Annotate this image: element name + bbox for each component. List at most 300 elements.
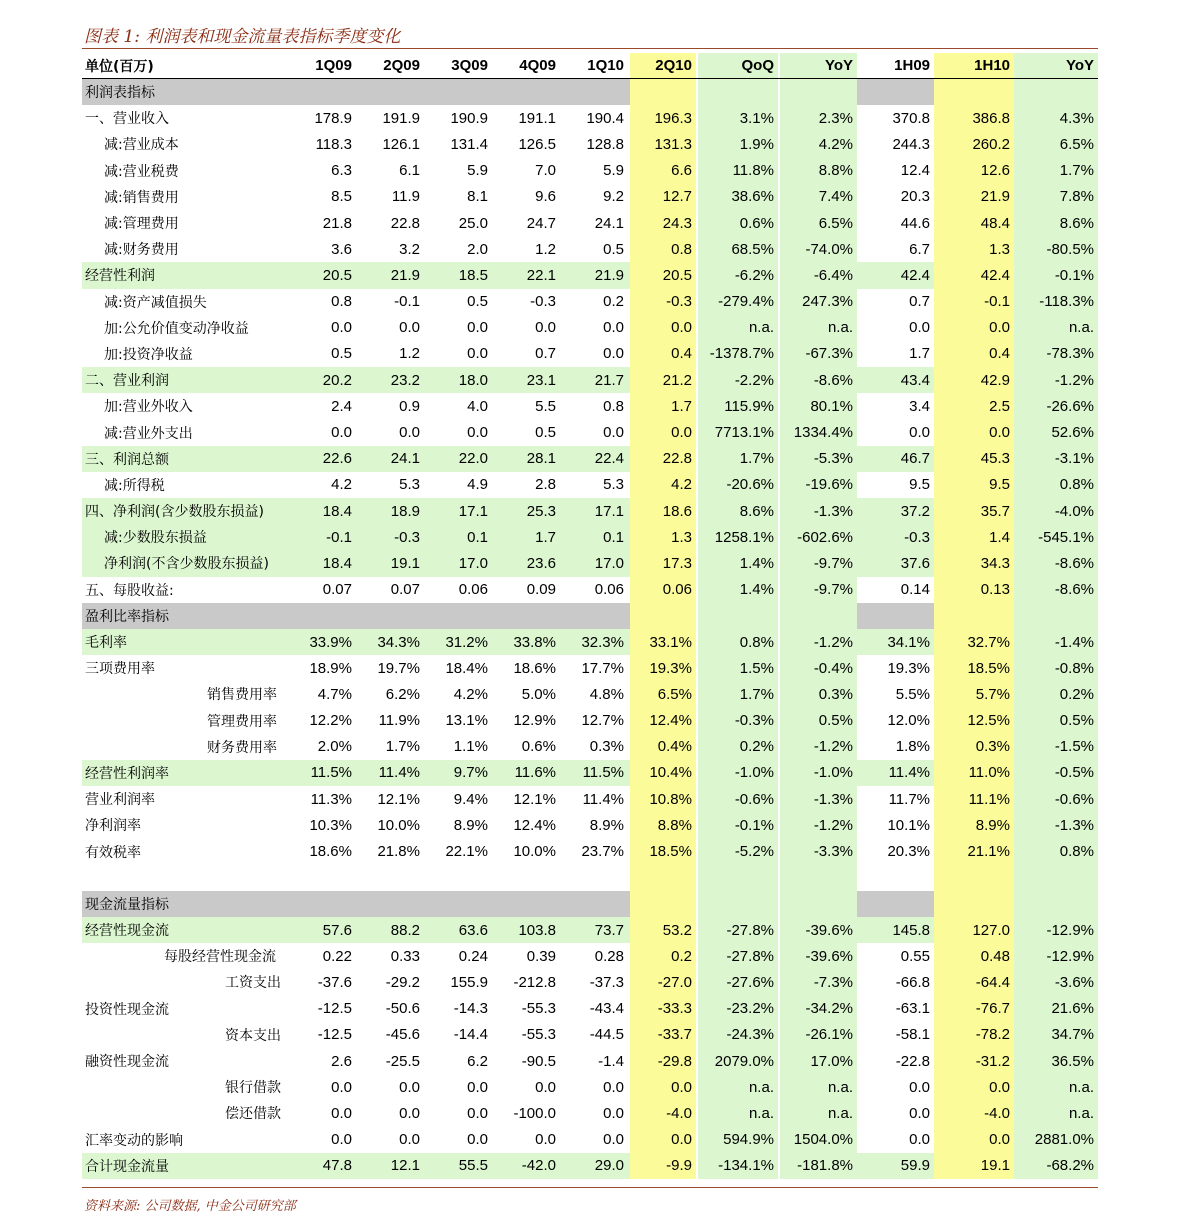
- cell-4q09: [494, 79, 560, 105]
- row-label: 加:投资净收益: [104, 346, 193, 363]
- cell-2q10: 12.7: [630, 184, 696, 210]
- table-row: [82, 917, 1098, 943]
- cell-4q09: 2.8: [535, 476, 556, 494]
- cell-4q09: 12.4%: [513, 816, 556, 834]
- cell-1q10: -43.4: [589, 1000, 624, 1018]
- cell-1h09: 34.1%: [857, 629, 934, 655]
- cell-2q10: 8.8%: [630, 812, 696, 838]
- cell-qoq: -24.3%: [698, 1022, 778, 1048]
- cell-2q10: [630, 79, 696, 105]
- cell-1q10: [562, 79, 628, 105]
- cell-3q09: 5.9: [467, 162, 488, 180]
- cell-1h10: 5.7%: [934, 681, 1014, 707]
- cell-1q10: -1.4: [598, 1052, 624, 1070]
- cell-2q10: 6.6: [630, 158, 696, 184]
- cell-2q10: 20.5: [630, 262, 696, 288]
- cell-2q10: [630, 891, 696, 917]
- cell-2q10: -33.3: [630, 996, 696, 1022]
- cell-qoq: -0.1%: [698, 812, 778, 838]
- cell-yoy-h: -0.1%: [1014, 262, 1098, 288]
- cell-qoq: 38.6%: [698, 184, 778, 210]
- cell-1h09: 43.4: [857, 367, 934, 393]
- cell-2q10: 18.5%: [630, 838, 696, 864]
- cell-yoy: -19.6%: [780, 472, 857, 498]
- cell-yoy: [780, 79, 857, 105]
- cell-1q10: 17.7%: [581, 659, 624, 677]
- cell-1h09: 0.14: [900, 581, 930, 599]
- table-row: [82, 865, 1098, 891]
- cell-3q09: 4.9: [467, 476, 488, 494]
- cell-1q09: 0.0: [331, 1104, 352, 1122]
- cell-3q09: 63.6: [426, 917, 492, 943]
- cell-4q09: 23.6: [494, 550, 560, 576]
- cell-2q09: 0.9: [399, 397, 420, 415]
- table-row: [82, 524, 1098, 550]
- header-yoy: YoY: [780, 53, 857, 78]
- cell-1h09: [857, 865, 934, 891]
- cell-1q10: 0.0: [603, 1131, 624, 1149]
- cell-4q09: 18.6%: [513, 659, 556, 677]
- cell-yoy-h: 52.6%: [1014, 419, 1098, 445]
- cell-2q09: 126.1: [382, 135, 420, 153]
- table-row: [82, 891, 1098, 917]
- cell-3q09: 0.06: [458, 581, 488, 599]
- row-label: 管理费用率: [207, 713, 277, 730]
- cell-1q09: [290, 891, 356, 917]
- table-row: [82, 393, 1098, 419]
- table-row: [82, 1127, 1098, 1153]
- cell-2q09: 0.07: [390, 581, 420, 599]
- cell-qoq: 7713.1%: [698, 419, 778, 445]
- cell-qoq: 594.9%: [698, 1127, 778, 1153]
- cell-2q09: 11.4%: [358, 760, 424, 786]
- table-row: [82, 446, 1098, 472]
- row-label: 偿还借款: [225, 1106, 281, 1123]
- cell-qoq: 115.9%: [698, 393, 778, 419]
- cell-yoy: n.a.: [780, 1100, 857, 1126]
- cell-1h10: 11.1%: [934, 786, 1014, 812]
- cell-yoy: -3.3%: [780, 838, 857, 864]
- table-row: [82, 1153, 1098, 1179]
- table-row: [82, 943, 1098, 969]
- cell-1h09: -63.1: [895, 1000, 930, 1018]
- cell-4q09: [494, 865, 560, 891]
- row-label: 二、营业利润: [82, 367, 630, 393]
- row-label: 现金流量指标: [82, 891, 630, 917]
- cell-qoq: 1.4%: [698, 550, 778, 576]
- cell-1q10: 190.4: [586, 109, 624, 127]
- cell-1h09: 370.8: [892, 109, 930, 127]
- cell-1q09: 0.5: [331, 345, 352, 363]
- table-row: [82, 79, 1098, 105]
- cell-qoq: -27.8%: [698, 943, 778, 969]
- cell-1h10: 1.3: [934, 236, 1014, 262]
- cell-1q10: 0.28: [594, 947, 624, 965]
- cell-yoy: -1.3%: [780, 786, 857, 812]
- cell-qoq: 0.6%: [698, 210, 778, 236]
- cell-1h10: -78.2: [934, 1022, 1014, 1048]
- cell-2q09: [358, 891, 424, 917]
- cell-2q10: 0.4%: [630, 734, 696, 760]
- cell-3q09: 9.4%: [453, 790, 488, 808]
- cell-yoy-h: 4.3%: [1014, 105, 1098, 131]
- cell-qoq: -20.6%: [698, 472, 778, 498]
- cell-2q10: -27.0: [630, 969, 696, 995]
- cell-yoy: -39.6%: [780, 917, 857, 943]
- row-label: 一、营业收入: [85, 111, 169, 128]
- table-row: [82, 1048, 1098, 1074]
- cell-2q09: 6.2%: [385, 685, 420, 703]
- cell-yoy: 4.2%: [780, 131, 857, 157]
- cell-1h10: -0.1: [934, 289, 1014, 315]
- cell-2q10: 0.4: [630, 341, 696, 367]
- cell-3q09: [426, 603, 492, 629]
- cell-2q10: 33.1%: [630, 629, 696, 655]
- row-label: 财务费用率: [207, 739, 277, 756]
- cell-1q09: 178.9: [314, 109, 352, 127]
- cell-1q09: 0.07: [322, 581, 352, 599]
- cell-1q09: 11.3%: [310, 790, 352, 808]
- cell-4q09: 126.5: [518, 135, 556, 153]
- cell-1q09: 21.8: [322, 214, 352, 232]
- cell-2q09: 23.2: [358, 367, 424, 393]
- cell-yoy: n.a.: [780, 1074, 857, 1100]
- cell-yoy: -1.0%: [780, 760, 857, 786]
- cell-2q09: 88.2: [358, 917, 424, 943]
- table-row: [82, 105, 1098, 131]
- cell-qoq: n.a.: [698, 1074, 778, 1100]
- cell-1q09: 18.9%: [309, 659, 352, 677]
- cell-1q10: 17.0: [562, 550, 628, 576]
- cell-1q10: 11.5%: [562, 760, 628, 786]
- cell-yoy: -0.4%: [780, 655, 857, 681]
- row-label: 三项费用率: [85, 661, 155, 678]
- cell-1q10: 8.9%: [589, 816, 624, 834]
- cell-4q09: 0.6%: [521, 738, 556, 756]
- bottom-rule: [82, 1187, 1098, 1188]
- table-row: [82, 734, 1098, 760]
- cell-1h10: 0.0: [934, 419, 1014, 445]
- cell-3q09: 17.1: [426, 498, 492, 524]
- cell-1h09: 0.0: [909, 1131, 930, 1149]
- cell-qoq: 0.2%: [698, 734, 778, 760]
- cell-2q10: 0.0: [630, 315, 696, 341]
- cell-1q10: 9.2: [603, 188, 624, 206]
- row-label: 五、每股收益:: [85, 582, 174, 599]
- row-label: 合计现金流量: [82, 1153, 630, 1179]
- cell-2q09: [358, 603, 424, 629]
- cell-2q09: 0.0: [399, 1131, 420, 1149]
- cell-4q09: 5.5: [535, 397, 556, 415]
- cell-1h10: 0.3%: [934, 734, 1014, 760]
- table-row: [82, 812, 1098, 838]
- cell-2q10: -29.8: [630, 1048, 696, 1074]
- table-row: [82, 236, 1098, 262]
- cell-2q09: 11.9: [391, 188, 420, 206]
- cell-3q09: 31.2%: [426, 629, 492, 655]
- cell-2q09: -25.5: [385, 1052, 420, 1070]
- row-label: 资本支出: [225, 1027, 281, 1044]
- cell-yoy: n.a.: [780, 315, 857, 341]
- cell-yoy-h: -1.2%: [1014, 367, 1098, 393]
- cell-1q10: 0.2: [603, 293, 624, 311]
- cell-1q09: 18.4: [290, 498, 356, 524]
- row-label: 经营性现金流: [82, 917, 630, 943]
- cell-yoy-h: -78.3%: [1014, 341, 1098, 367]
- cell-1q10: 0.0: [603, 345, 624, 363]
- cell-4q09: -0.3: [530, 293, 556, 311]
- cell-yoy: 6.5%: [780, 210, 857, 236]
- cell-4q09: 9.6: [535, 188, 556, 206]
- row-label: 加:营业外收入: [104, 399, 193, 416]
- cell-3q09: 4.2%: [453, 685, 488, 703]
- cell-1h09: 46.7: [857, 446, 934, 472]
- row-label: 减:所得税: [104, 477, 165, 494]
- cell-3q09: 18.5: [426, 262, 492, 288]
- cell-1q09: 20.2: [290, 367, 356, 393]
- cell-1h10: -64.4: [934, 969, 1014, 995]
- cell-yoy-h: -118.3%: [1014, 289, 1098, 315]
- cell-1q10: 0.0: [603, 424, 624, 442]
- cell-yoy: -7.3%: [780, 969, 857, 995]
- cell-yoy-h: -8.6%: [1014, 550, 1098, 576]
- cell-4q09: [494, 891, 560, 917]
- cell-1q09: -37.6: [317, 973, 352, 991]
- cell-4q09: 0.5: [535, 424, 556, 442]
- cell-3q09: -14.3: [453, 1000, 488, 1018]
- cell-4q09: 0.0: [535, 1131, 556, 1149]
- cell-1q10: -44.5: [589, 1026, 624, 1044]
- cell-2q10: 1.7: [630, 393, 696, 419]
- cell-yoy: [780, 865, 857, 891]
- cell-qoq: 1.7%: [698, 446, 778, 472]
- cell-1q10: 29.0: [562, 1153, 628, 1179]
- cell-4q09: -90.5: [521, 1052, 556, 1070]
- cell-1h09: -22.8: [895, 1052, 930, 1070]
- cell-yoy: -1.2%: [780, 734, 857, 760]
- cell-1q09: 2.4: [331, 397, 352, 415]
- cell-yoy: 8.8%: [780, 158, 857, 184]
- cell-1h10: 12.5%: [934, 708, 1014, 734]
- cell-1q10: 12.7%: [581, 712, 624, 730]
- cell-1h09: 0.0: [909, 1104, 930, 1122]
- cell-1q09: -12.5: [317, 1000, 352, 1018]
- cell-1h10: 8.9%: [934, 812, 1014, 838]
- cell-1q10: 0.06: [594, 581, 624, 599]
- cell-1q09: 0.22: [322, 947, 352, 965]
- cell-2q10: -33.7: [630, 1022, 696, 1048]
- cell-3q09: 9.7%: [426, 760, 492, 786]
- row-label: 减:营业外支出: [104, 425, 193, 442]
- cell-1q10: 24.1: [594, 214, 624, 232]
- cell-1h09: 145.8: [857, 917, 934, 943]
- cell-4q09: 1.2: [535, 240, 556, 258]
- cell-1h09: -66.8: [895, 973, 930, 991]
- cell-4q09: 0.7: [535, 345, 556, 363]
- cell-yoy-h: 36.5%: [1014, 1048, 1098, 1074]
- cell-3q09: 13.1%: [445, 712, 488, 730]
- table-row: [82, 498, 1098, 524]
- cell-yoy: -8.6%: [780, 367, 857, 393]
- cell-qoq: -1.0%: [698, 760, 778, 786]
- cell-1h09: 0.0: [909, 319, 930, 337]
- cell-2q10: [630, 603, 696, 629]
- cell-1h09: 37.2: [857, 498, 934, 524]
- row-label: 减:销售费用: [104, 189, 179, 206]
- table-row: [82, 367, 1098, 393]
- table-row: [82, 969, 1098, 995]
- cell-3q09: 0.24: [458, 947, 488, 965]
- cell-yoy: -39.6%: [780, 943, 857, 969]
- cell-1q09: 12.2%: [309, 712, 352, 730]
- cell-2q09: [358, 865, 424, 891]
- cell-yoy: [780, 891, 857, 917]
- cell-1q09: 10.3%: [309, 816, 352, 834]
- cell-1q10: [562, 865, 628, 891]
- cell-2q09: 0.33: [390, 947, 420, 965]
- cell-yoy: 0.3%: [780, 681, 857, 707]
- cell-2q10: 0.06: [630, 577, 696, 603]
- cell-1q09: 0.0: [331, 1131, 352, 1149]
- cell-1h10: 21.9: [934, 184, 1014, 210]
- cell-yoy: -5.3%: [780, 446, 857, 472]
- cell-4q09: -55.3: [521, 1026, 556, 1044]
- table-row: [82, 786, 1098, 812]
- table-row: [82, 603, 1098, 629]
- cell-4q09: 10.0%: [513, 843, 556, 861]
- row-label: 每股经营性现金流: [164, 949, 276, 966]
- cell-yoy-h: 8.6%: [1014, 210, 1098, 236]
- cell-yoy: [780, 603, 857, 629]
- cell-1q09: 57.6: [290, 917, 356, 943]
- cell-yoy-h: n.a.: [1014, 315, 1098, 341]
- cell-1h09: -58.1: [895, 1026, 930, 1044]
- cell-4q09: 1.7: [494, 524, 560, 550]
- cell-1q10: 22.4: [562, 446, 628, 472]
- cell-qoq: [698, 603, 778, 629]
- cell-2q09: -45.6: [385, 1026, 420, 1044]
- cell-2q10: 196.3: [630, 105, 696, 131]
- cell-1h10: [934, 891, 1014, 917]
- cell-1h10: [934, 79, 1014, 105]
- row-label: 加:公允价值变动净收益: [104, 320, 249, 337]
- table-row: [82, 472, 1098, 498]
- cell-yoy-h: -68.2%: [1014, 1153, 1098, 1179]
- cell-yoy-h: -3.6%: [1014, 969, 1098, 995]
- cell-1h10: 0.0: [934, 1127, 1014, 1153]
- cell-yoy: 17.0%: [780, 1048, 857, 1074]
- cell-yoy-h: 34.7%: [1014, 1022, 1098, 1048]
- cell-qoq: 2079.0%: [698, 1048, 778, 1074]
- cell-2q10: 10.8%: [630, 786, 696, 812]
- cell-1h09: -0.3: [857, 524, 934, 550]
- cell-2q09: 19.1: [358, 550, 424, 576]
- cell-1q09: 33.9%: [290, 629, 356, 655]
- cell-2q09: 19.7%: [377, 659, 420, 677]
- cell-qoq: -279.4%: [698, 289, 778, 315]
- cell-1q10: 73.7: [562, 917, 628, 943]
- row-label: 减:财务费用: [104, 242, 179, 259]
- cell-yoy: -602.6%: [780, 524, 857, 550]
- cell-1h09: 11.7%: [888, 790, 930, 808]
- cell-1h09: 20.3: [900, 188, 930, 206]
- cell-1h09: 5.5%: [895, 685, 930, 703]
- cell-qoq: 68.5%: [698, 236, 778, 262]
- row-label: 盈利比率指标: [82, 603, 630, 629]
- header-1h10: 1H10: [934, 53, 1014, 78]
- cell-qoq: n.a.: [698, 1100, 778, 1126]
- cell-1q10: 0.3%: [589, 738, 624, 756]
- cell-2q09: 34.3%: [358, 629, 424, 655]
- cell-1q09: 4.7%: [317, 685, 352, 703]
- cell-yoy-h: 7.8%: [1014, 184, 1098, 210]
- cell-1h10: 0.0: [934, 1074, 1014, 1100]
- cell-2q09: -0.3: [358, 524, 424, 550]
- cell-1h09: 44.6: [900, 214, 930, 232]
- cell-4q09: 103.8: [494, 917, 560, 943]
- cell-1q10: 128.8: [586, 135, 624, 153]
- cell-1h10: 42.9: [934, 367, 1014, 393]
- cell-1h10: 2.5: [934, 393, 1014, 419]
- cell-1q10: [562, 603, 628, 629]
- cell-1h10: 127.0: [934, 917, 1014, 943]
- cell-yoy: 80.1%: [780, 393, 857, 419]
- cell-3q09: 4.0: [467, 397, 488, 415]
- cell-1h09: 0.55: [900, 947, 930, 965]
- cell-1q09: [290, 865, 356, 891]
- cell-yoy: 1334.4%: [780, 419, 857, 445]
- cell-3q09: 18.0: [426, 367, 492, 393]
- cell-1h09: 0.0: [909, 1078, 930, 1096]
- cell-3q09: 0.1: [426, 524, 492, 550]
- cell-1h10: -31.2: [934, 1048, 1014, 1074]
- header-row: [82, 53, 1098, 79]
- cell-3q09: [426, 865, 492, 891]
- cell-yoy-h: 21.6%: [1014, 996, 1098, 1022]
- figure-title: 图表 1: 利润表和现金流量表指标季度变化: [84, 27, 401, 47]
- cell-1q10: 17.1: [562, 498, 628, 524]
- cell-1h09: 20.3%: [887, 843, 930, 861]
- cell-yoy-h: -8.6%: [1014, 577, 1098, 603]
- cell-4q09: 23.1: [494, 367, 560, 393]
- cell-3q09: 0.5: [467, 293, 488, 311]
- cell-1q09: 3.6: [331, 240, 352, 258]
- row-label: 营业利润率: [85, 792, 155, 809]
- cell-1h09: 3.4: [909, 397, 930, 415]
- row-label: 销售费用率: [207, 687, 277, 704]
- row-label: 工资支出: [225, 975, 281, 992]
- cell-1h09: 12.0%: [887, 712, 930, 730]
- cell-1q09: [290, 79, 356, 105]
- cell-1q10: 21.7: [562, 367, 628, 393]
- cell-yoy-h: 1.7%: [1014, 158, 1098, 184]
- cell-2q09: [358, 79, 424, 105]
- table-row: [82, 158, 1098, 184]
- table-row: [82, 289, 1098, 315]
- cell-1q09: 118.3: [315, 135, 352, 153]
- table-row: [82, 184, 1098, 210]
- cell-2q09: -0.1: [394, 293, 420, 311]
- cell-qoq: -27.8%: [698, 917, 778, 943]
- cell-2q10: 0.0: [630, 1127, 696, 1153]
- cell-yoy-h: 2881.0%: [1014, 1127, 1098, 1153]
- cell-1h10: 260.2: [934, 131, 1014, 157]
- cell-1h10: 18.5%: [934, 655, 1014, 681]
- cell-2q09: 21.9: [358, 262, 424, 288]
- row-label: 三、利润总额: [82, 446, 630, 472]
- cell-2q10: 0.0: [630, 419, 696, 445]
- cell-qoq: 1258.1%: [698, 524, 778, 550]
